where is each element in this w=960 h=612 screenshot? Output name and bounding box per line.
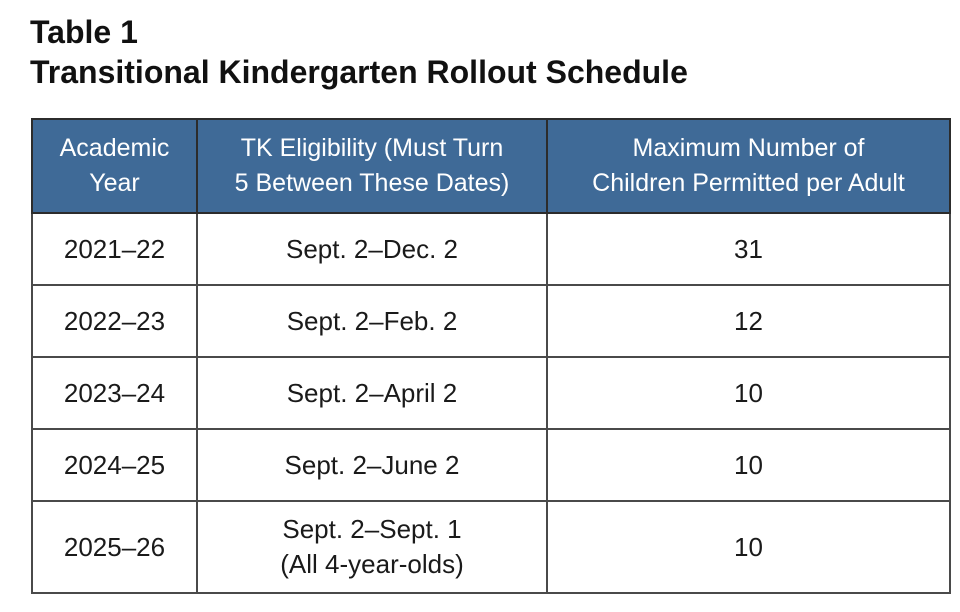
eligibility-dates: Sept. 2–Feb. 2 (286, 305, 458, 336)
eligibility-dates: Sept. 2–April 2 (286, 377, 458, 408)
header-max-children (547, 119, 950, 213)
cell-max-children: 10 (547, 357, 950, 429)
cell-max-children: 10 (547, 501, 950, 593)
rollout-schedule-table (31, 118, 951, 594)
header-row (32, 119, 950, 213)
header-tk-eligibility (197, 119, 547, 213)
cell-tk-eligibility (197, 213, 547, 285)
cell-tk-eligibility (197, 501, 547, 593)
header-line: TK Eligibility (Must Turn (240, 134, 504, 162)
cell-academic-year: 2022–23 (32, 285, 197, 357)
eligibility-note: (All 4-year-olds) (280, 549, 464, 579)
cell-max-children: 12 (547, 285, 950, 357)
table-row (32, 285, 950, 357)
header-line: Maximum Number of (632, 134, 865, 162)
cell-tk-eligibility (197, 357, 547, 429)
cell-academic-year: 2025–26 (32, 501, 197, 593)
cell-tk-eligibility (197, 429, 547, 501)
eligibility-dates: Sept. 2–Sept. 1 (282, 514, 462, 544)
cell-max-children: 10 (547, 429, 950, 501)
cell-tk-eligibility (197, 285, 547, 357)
cell-academic-year: 2021–22 (32, 213, 197, 285)
table-number: Table 1 (30, 14, 138, 50)
rollout-schedule-table-container (31, 118, 949, 590)
header-line: Year (89, 169, 140, 197)
table-row (32, 501, 950, 593)
table-title (30, 12, 688, 92)
table-body (32, 213, 950, 593)
eligibility-dates: Sept. 2–Dec. 2 (286, 233, 458, 264)
table-row (32, 357, 950, 429)
header-line: 5 Between These Dates) (234, 169, 510, 197)
header-academic-year (32, 119, 197, 213)
table-header (32, 119, 950, 213)
header-line: Children Permitted per Adult (592, 169, 905, 197)
table-row (32, 429, 950, 501)
cell-academic-year: 2023–24 (32, 357, 197, 429)
cell-max-children: 31 (547, 213, 950, 285)
table-row (32, 213, 950, 285)
eligibility-dates: Sept. 2–June 2 (284, 449, 460, 480)
header-line: Academic (59, 134, 170, 162)
table-caption: Transitional Kindergarten Rollout Schedule (30, 54, 688, 90)
cell-academic-year: 2024–25 (32, 429, 197, 501)
